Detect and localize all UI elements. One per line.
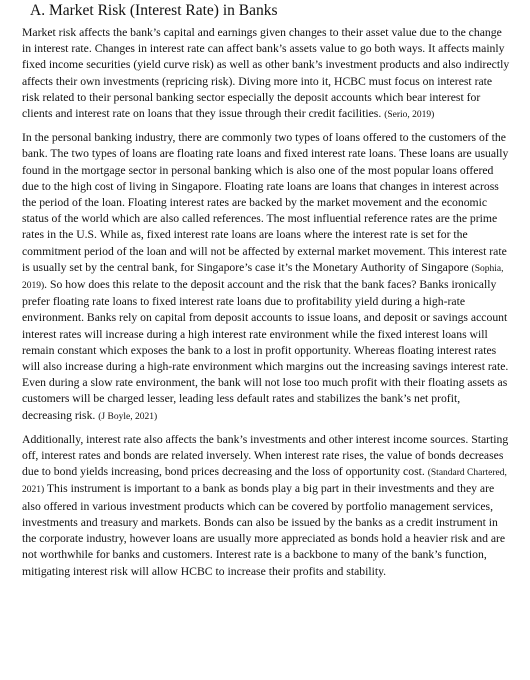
paragraph-text: Market risk affects the bank’s capital and earnings given changes to their asset value due to the change in interest rate. Changes in interest rate can affect bank’s assets value to go both ways. It affects mainly fixed income securities (yield curve risk) as well as other bank’s investment products and also indirectly affects their own investments (repricing risk). Diving more into it, HCBC must focus on interest rate risk related to their personal banking sector especially the deposit accounts which bear interest for clients and interest rate on loans that they issue through their credit facilities. xyxy=(22,26,510,121)
paragraph-text-continued: This instrument is important to a bank as bonds play a big part in their investments and they are also offered in various investment products which can be covered by portfolio management services, investments and treasury and markets. Bonds can also be issued by the banks as a credit instrument in the corporate industry, however loans are usually more appreciated as bonds hold a heavier risk and are not worthwhile for banks and customers. Interest rate is a backbone to many of the bank’s function, mitigating interest risk will allow HCBC to increase their profits and stability. xyxy=(22,482,506,578)
paragraph-personal-banking xyxy=(22,130,512,425)
paragraph-text: In the personal banking industry, there are commonly two types of loans offered to the customers of the bank. The two types of loans are floating rate loans and fixed interest rate loans. These loans are usually found in the mortgage sector in personal banking which is also one of the most popular loans offered due to the high cost of living in Singapore. Floating rate loans are loans that changes in interest across the period of the loan. Floating interest rates are backed by the market movement and the economic status of the world which are also called references. The most influential reference rates are the prime rates in the U.S. While as, fixed interest rate loans are loans where the interest rate is set for the commitment period of the loan and will not be affected by external market movement. This interest rate is usually set by the central bank, for Singapore’s case it’s the Monetary Authority of Singapore xyxy=(22,131,509,274)
section-heading: A. Market Risk (Interest Rate) in Banks xyxy=(30,2,278,19)
citation: (Sophia, 2019) xyxy=(22,263,504,292)
citation: (J Boyle, 2021) xyxy=(98,411,158,422)
paragraph-text-continued: . So how does this relate to the deposit account and the risk that the bank faces? Banks ironically prefer floating rate loans to fixed interest rate loans due to profitability yield during a high-rate environment. Banks rely on capital from deposit accounts to issue loans, and deposit or savings account interest rates will increase during a high interest rate environment while the fixed interest loans will remain constant which exposes the bank to a lost in profit opportunity. Whereas floating interest rates will also increase during a high-rate environment which margins out the increasing savings interest rate. Even during a slow rate environment, the bank will not lose too much profit with their floating assets as customers will be charged lesser, leading less default rates and stabilizes the bank’s net profit, decreasing risk. xyxy=(22,278,509,422)
paragraph-market-risk xyxy=(22,25,512,123)
paragraph-investments xyxy=(22,432,512,580)
document-page xyxy=(22,2,512,587)
citation: (Standard Chartered, 2021) xyxy=(22,468,507,496)
citation: (Serio, 2019) xyxy=(384,110,435,121)
paragraph-text: Additionally, interest rate also affects the bank’s investments and other interest income sources. Starting off, interest rates and bonds are related inversely. When interest rate rises, the value of bonds decreases due to bond yields increasing, bond prices decreasing and the loss of opportunity cost. xyxy=(22,432,509,479)
